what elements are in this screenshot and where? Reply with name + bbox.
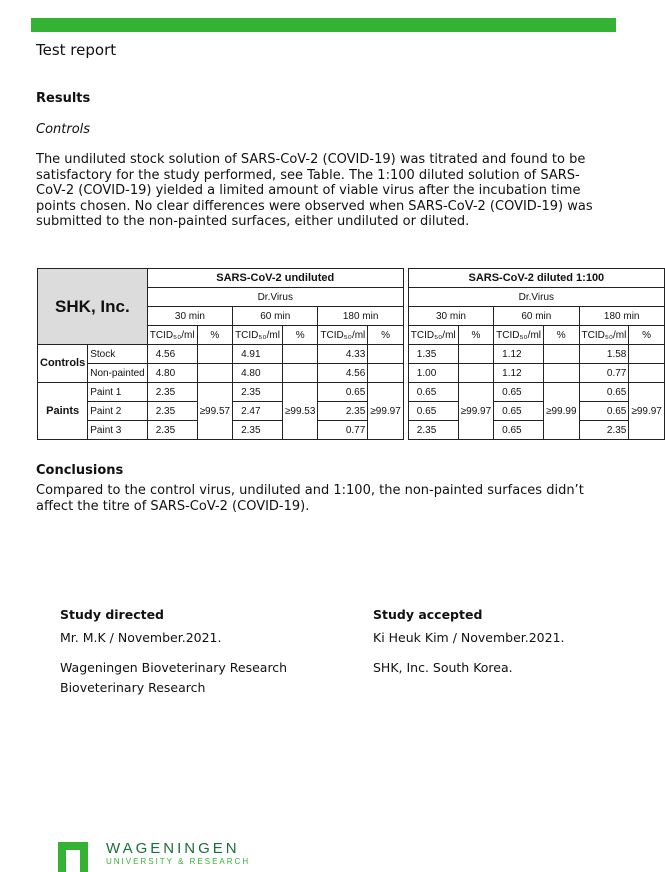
results-paragraph: [36, 152, 606, 230]
percent-cell: ≥99.57: [197, 402, 233, 421]
unit-header: TCID₅₀/ml: [579, 326, 629, 345]
logo-wordmark: WAGENINGEN: [106, 840, 240, 857]
value-cell: 4.80: [147, 364, 197, 383]
percent-cell: [629, 383, 665, 402]
signature-title: Study accepted: [373, 607, 483, 622]
percent-cell: [544, 364, 580, 383]
percent-header: %: [458, 326, 494, 345]
percent-cell: [629, 421, 665, 440]
virus-label: Dr.Virus: [408, 288, 664, 307]
percent-cell: [629, 345, 665, 364]
time-header: 180 min: [318, 307, 403, 326]
value-cell: 0.65: [494, 421, 544, 440]
signature-org: Bioveterinary Research: [60, 680, 206, 695]
percent-cell: [544, 383, 580, 402]
table-row: [38, 345, 665, 364]
value-cell: 0.65: [579, 383, 629, 402]
signature-name: Mr. M.K / November.2021.: [60, 630, 222, 645]
value-cell: 4.56: [147, 345, 197, 364]
value-cell: 4.56: [318, 364, 368, 383]
value-cell: 2.47: [233, 402, 283, 421]
unit-header: TCID₅₀/ml: [147, 326, 197, 345]
percent-cell: [458, 383, 494, 402]
signature-org: SHK, Inc. South Korea.: [373, 660, 513, 675]
signature-org: Wageningen Bioveterinary Research: [60, 660, 288, 675]
paragraph-line: points chosen. No clear differences were observed when SARS-CoV-2 (COVID-19) was: [36, 198, 593, 214]
value-cell: 0.65: [408, 383, 458, 402]
conclusions-paragraph: [36, 483, 584, 514]
percent-cell: [197, 421, 233, 440]
value-cell: 0.65: [494, 383, 544, 402]
row-label: Stock: [88, 345, 147, 364]
report-title: Test report: [36, 41, 117, 59]
percent-cell: ≥99.99: [544, 402, 580, 421]
paragraph-line: The undiluted stock solution of SARS-CoV-2 (COVID-19) was titrated and found to be: [36, 152, 586, 167]
value-cell: 4.91: [233, 345, 283, 364]
table-row: [38, 402, 665, 421]
percent-cell: [629, 364, 665, 383]
paragraph-line: CoV-2 (COVID-19) yielded a limited amount of viable virus after the incubation time: [36, 183, 581, 199]
percent-cell: [368, 364, 404, 383]
percent-cell: [282, 421, 318, 440]
percent-header: %: [197, 326, 233, 345]
value-cell: 2.35: [147, 421, 197, 440]
value-cell: 2.35: [147, 383, 197, 402]
percent-cell: [282, 345, 318, 364]
percent-cell: [458, 421, 494, 440]
unit-header: TCID₅₀/ml: [408, 326, 458, 345]
row-label: Non-painted: [88, 364, 147, 383]
value-cell: 4.33: [318, 345, 368, 364]
value-cell: 1.58: [579, 345, 629, 364]
percent-cell: [197, 345, 233, 364]
percent-header: %: [282, 326, 318, 345]
time-header: 60 min: [494, 307, 579, 326]
value-cell: 0.65: [318, 383, 368, 402]
paragraph-line: satisfactory for the study performed, see Table. The 1:100 diluted solution of SARS-: [36, 167, 580, 183]
value-cell: 1.12: [494, 364, 544, 383]
time-header: 60 min: [233, 307, 318, 326]
value-cell: 1.35: [408, 345, 458, 364]
value-cell: 0.65: [579, 402, 629, 421]
row-label: Paint 1: [88, 383, 147, 402]
value-cell: 2.35: [408, 421, 458, 440]
percent-cell: ≥99.97: [629, 402, 665, 421]
paints-group-label: Paints: [38, 383, 88, 440]
percent-cell: [544, 421, 580, 440]
percent-cell: [368, 345, 404, 364]
unit-header: TCID₅₀/ml: [318, 326, 368, 345]
row-label: Paint 3: [88, 421, 147, 440]
percent-cell: [368, 383, 404, 402]
results-heading: Results: [36, 91, 91, 106]
row-label: Paint 2: [88, 402, 147, 421]
conclusion-line: affect the titre of SARS-CoV-2 (COVID-19).: [36, 498, 310, 514]
percent-cell: [282, 383, 318, 402]
company-cell: SHK, Inc.: [38, 269, 148, 345]
group-header-diluted: SARS-CoV-2 diluted 1:100: [408, 269, 664, 288]
percent-header: %: [544, 326, 580, 345]
logo-subtitle: UNIVERSITY & RESEARCH: [106, 857, 251, 866]
percent-cell: [458, 345, 494, 364]
signature-study-accepted: [373, 607, 565, 675]
signature-name: Ki Heuk Kim / November.2021.: [373, 630, 565, 645]
value-cell: 4.80: [233, 364, 283, 383]
header-accent-bar: [31, 18, 616, 32]
controls-subheading: Controls: [36, 122, 91, 137]
signature-title: Study directed: [60, 607, 165, 622]
value-cell: 0.65: [408, 402, 458, 421]
unit-header: TCID₅₀/ml: [494, 326, 544, 345]
value-cell: 1.00: [408, 364, 458, 383]
results-table: [37, 268, 665, 440]
percent-cell: [197, 383, 233, 402]
percent-cell: [458, 364, 494, 383]
group-header-undiluted: SARS-CoV-2 undiluted: [147, 269, 403, 288]
percent-cell: ≥99.97: [458, 402, 494, 421]
value-cell: 0.65: [494, 402, 544, 421]
time-header: 30 min: [147, 307, 232, 326]
wageningen-logo-icon: [58, 842, 88, 872]
signature-study-directed: [60, 607, 287, 695]
value-cell: 2.35: [579, 421, 629, 440]
percent-cell: [282, 364, 318, 383]
controls-group-label: Controls: [38, 345, 88, 383]
percent-header: %: [629, 326, 665, 345]
value-cell: 2.35: [233, 383, 283, 402]
value-cell: 2.35: [233, 421, 283, 440]
unit-header: TCID₅₀/ml: [233, 326, 283, 345]
virus-label: Dr.Virus: [147, 288, 403, 307]
percent-cell: [197, 364, 233, 383]
percent-cell: ≥99.97: [368, 402, 404, 421]
value-cell: 0.77: [318, 421, 368, 440]
percent-cell: [368, 421, 404, 440]
value-cell: 2.35: [318, 402, 368, 421]
time-header: 30 min: [408, 307, 493, 326]
table-row: [38, 421, 665, 440]
conclusion-line: Compared to the control virus, undiluted and 1:100, the non-painted surfaces didn’t: [36, 483, 584, 498]
table-row: [38, 364, 665, 383]
time-header: 180 min: [579, 307, 664, 326]
percent-header: %: [368, 326, 404, 345]
percent-cell: [544, 345, 580, 364]
value-cell: 2.35: [147, 402, 197, 421]
value-cell: 1.12: [494, 345, 544, 364]
conclusions-heading: Conclusions: [36, 463, 124, 478]
value-cell: 0.77: [579, 364, 629, 383]
percent-cell: ≥99.53: [282, 402, 318, 421]
table-row: [38, 383, 665, 402]
paragraph-line: submitted to the non-painted surfaces, either undiluted or diluted.: [36, 214, 470, 230]
